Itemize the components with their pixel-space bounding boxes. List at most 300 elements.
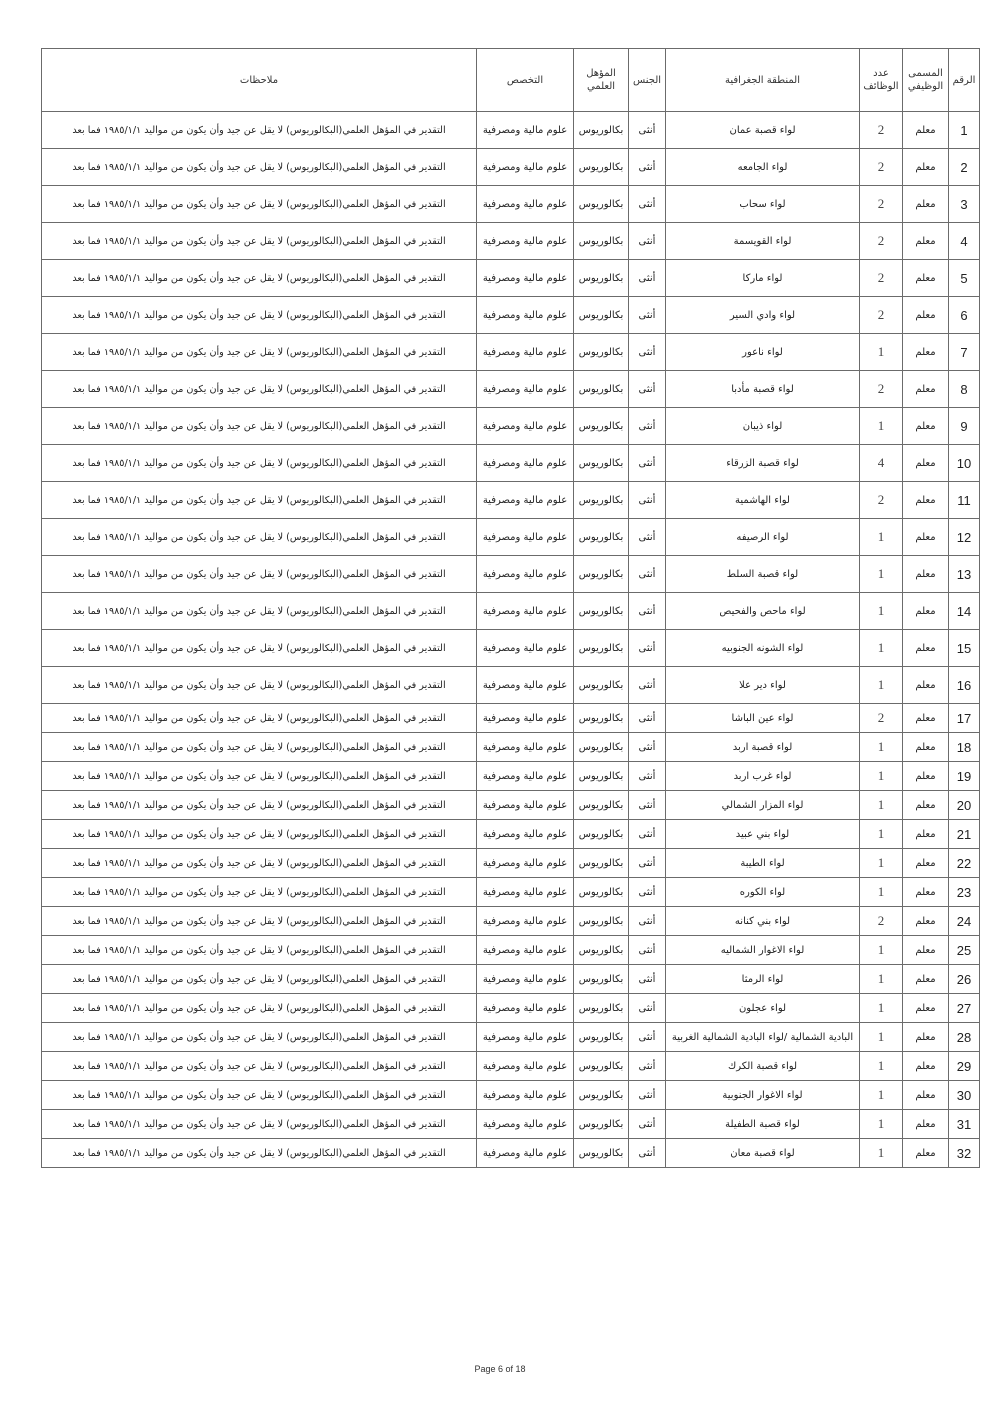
notes-cell: التقدير في المؤهل العلمي(البكالوريوس) لا يقل عن جيد وأن يكون من مواليد ١٩٨٥/١/١ فما بعد [42, 994, 477, 1023]
qualification-cell: بكالوريوس [574, 1081, 629, 1110]
job-title-cell: معلم [903, 667, 949, 704]
region-cell: لواء قصبة الكرك [666, 1052, 860, 1081]
region-cell: لواء قصبة عمان [666, 112, 860, 149]
gender-cell: أنثى [629, 849, 666, 878]
job-title-cell: معلم [903, 733, 949, 762]
job-title-cell: معلم [903, 762, 949, 791]
gender-cell: أنثى [629, 482, 666, 519]
region-cell: لواء الشونه الجنوبيه [666, 630, 860, 667]
row-number: 30 [949, 1081, 980, 1110]
row-number: 6 [949, 297, 980, 334]
job-title-cell: معلم [903, 371, 949, 408]
job-title-cell: معلم [903, 297, 949, 334]
table-row [42, 297, 980, 334]
region-cell: لواء ماحص والفحيص [666, 593, 860, 630]
qualification-cell: بكالوريوس [574, 445, 629, 482]
row-number: 3 [949, 186, 980, 223]
page-number: Page 6 of 18 [474, 1364, 526, 1374]
header-notes: ملاحظات [42, 49, 477, 112]
notes-cell: التقدير في المؤهل العلمي(البكالوريوس) لا يقل عن جيد وأن يكون من مواليد ١٩٨٥/١/١ فما بعد [42, 297, 477, 334]
gender-cell: أنثى [629, 1023, 666, 1052]
gender-cell: أنثى [629, 733, 666, 762]
job-count-cell: 1 [860, 1139, 903, 1168]
job-count-cell: 1 [860, 936, 903, 965]
qualification-cell: بكالوريوس [574, 849, 629, 878]
row-number: 12 [949, 519, 980, 556]
job-count-cell: 1 [860, 965, 903, 994]
row-number: 27 [949, 994, 980, 1023]
table-row [42, 1139, 980, 1168]
gender-cell: أنثى [629, 371, 666, 408]
region-cell: لواء دير علا [666, 667, 860, 704]
job-title-cell: معلم [903, 936, 949, 965]
notes-cell: التقدير في المؤهل العلمي(البكالوريوس) لا يقل عن جيد وأن يكون من مواليد ١٩٨٥/١/١ فما بعد [42, 1081, 477, 1110]
region-cell: لواء الاغوار الجنوبية [666, 1081, 860, 1110]
job-title-cell: معلم [903, 630, 949, 667]
specialty-cell: علوم مالية ومصرفية [477, 223, 574, 260]
job-title-cell: معلم [903, 445, 949, 482]
table-row [42, 223, 980, 260]
row-number: 9 [949, 408, 980, 445]
table-header-row [42, 49, 980, 112]
table-body [42, 112, 980, 1168]
job-title-cell: معلم [903, 907, 949, 936]
row-number: 7 [949, 334, 980, 371]
qualification-cell: بكالوريوس [574, 878, 629, 907]
notes-cell: التقدير في المؤهل العلمي(البكالوريوس) لا يقل عن جيد وأن يكون من مواليد ١٩٨٥/١/١ فما بعد [42, 112, 477, 149]
notes-cell: التقدير في المؤهل العلمي(البكالوريوس) لا يقل عن جيد وأن يكون من مواليد ١٩٨٥/١/١ فما بعد [42, 593, 477, 630]
region-cell: لواء قصبة اربد [666, 733, 860, 762]
gender-cell: أنثى [629, 112, 666, 149]
specialty-cell: علوم مالية ومصرفية [477, 297, 574, 334]
specialty-cell: علوم مالية ومصرفية [477, 482, 574, 519]
notes-cell: التقدير في المؤهل العلمي(البكالوريوس) لا يقل عن جيد وأن يكون من مواليد ١٩٨٥/١/١ فما بعد [42, 334, 477, 371]
header-num: الرقم [949, 49, 980, 112]
table-row [42, 186, 980, 223]
job-count-cell: 1 [860, 733, 903, 762]
specialty-cell: علوم مالية ومصرفية [477, 260, 574, 297]
specialty-cell: علوم مالية ومصرفية [477, 556, 574, 593]
table-row [42, 1081, 980, 1110]
job-title-cell: معلم [903, 408, 949, 445]
specialty-cell: علوم مالية ومصرفية [477, 965, 574, 994]
table-row [42, 907, 980, 936]
row-number: 24 [949, 907, 980, 936]
job-count-cell: 2 [860, 223, 903, 260]
header-qualification: المؤهل العلمي [574, 49, 629, 112]
row-number: 19 [949, 762, 980, 791]
specialty-cell: علوم مالية ومصرفية [477, 907, 574, 936]
specialty-cell: علوم مالية ومصرفية [477, 849, 574, 878]
qualification-cell: بكالوريوس [574, 482, 629, 519]
region-cell: لواء قصبة مأدبا [666, 371, 860, 408]
header-job-title: المسمى الوظيفي [903, 49, 949, 112]
qualification-cell: بكالوريوس [574, 371, 629, 408]
qualification-cell: بكالوريوس [574, 186, 629, 223]
specialty-cell: علوم مالية ومصرفية [477, 1081, 574, 1110]
notes-cell: التقدير في المؤهل العلمي(البكالوريوس) لا يقل عن جيد وأن يكون من مواليد ١٩٨٥/١/١ فما بعد [42, 733, 477, 762]
row-number: 31 [949, 1110, 980, 1139]
notes-cell: التقدير في المؤهل العلمي(البكالوريوس) لا يقل عن جيد وأن يكون من مواليد ١٩٨٥/١/١ فما بعد [42, 1023, 477, 1052]
qualification-cell: بكالوريوس [574, 334, 629, 371]
table-row [42, 593, 980, 630]
job-count-cell: 2 [860, 482, 903, 519]
job-count-cell: 1 [860, 820, 903, 849]
job-count-cell: 4 [860, 445, 903, 482]
job-count-cell: 1 [860, 878, 903, 907]
job-count-cell: 1 [860, 334, 903, 371]
header-region: المنطقة الجغرافية [666, 49, 860, 112]
row-number: 16 [949, 667, 980, 704]
job-title-cell: معلم [903, 260, 949, 297]
notes-cell: التقدير في المؤهل العلمي(البكالوريوس) لا يقل عن جيد وأن يكون من مواليد ١٩٨٥/١/١ فما بعد [42, 186, 477, 223]
notes-cell: التقدير في المؤهل العلمي(البكالوريوس) لا يقل عن جيد وأن يكون من مواليد ١٩٨٥/١/١ فما بعد [42, 820, 477, 849]
specialty-cell: علوم مالية ومصرفية [477, 1110, 574, 1139]
notes-cell: التقدير في المؤهل العلمي(البكالوريوس) لا يقل عن جيد وأن يكون من مواليد ١٩٨٥/١/١ فما بعد [42, 149, 477, 186]
specialty-cell: علوم مالية ومصرفية [477, 878, 574, 907]
job-count-cell: 1 [860, 408, 903, 445]
gender-cell: أنثى [629, 149, 666, 186]
qualification-cell: بكالوريوس [574, 593, 629, 630]
job-count-cell: 1 [860, 849, 903, 878]
notes-cell: التقدير في المؤهل العلمي(البكالوريوس) لا يقل عن جيد وأن يكون من مواليد ١٩٨٥/١/١ فما بعد [42, 1139, 477, 1168]
specialty-cell: علوم مالية ومصرفية [477, 1023, 574, 1052]
region-cell: لواء غرب اربد [666, 762, 860, 791]
notes-cell: التقدير في المؤهل العلمي(البكالوريوس) لا يقل عن جيد وأن يكون من مواليد ١٩٨٥/١/١ فما بعد [42, 936, 477, 965]
job-title-cell: معلم [903, 791, 949, 820]
job-title-cell: معلم [903, 820, 949, 849]
specialty-cell: علوم مالية ومصرفية [477, 704, 574, 733]
region-cell: لواء ذيبان [666, 408, 860, 445]
region-cell: لواء وادي السير [666, 297, 860, 334]
table-row [42, 733, 980, 762]
table-row [42, 260, 980, 297]
notes-cell: التقدير في المؤهل العلمي(البكالوريوس) لا يقل عن جيد وأن يكون من مواليد ١٩٨٥/١/١ فما بعد [42, 519, 477, 556]
table-row [42, 1110, 980, 1139]
region-cell: لواء قصبة معان [666, 1139, 860, 1168]
job-title-cell: معلم [903, 704, 949, 733]
gender-cell: أنثى [629, 791, 666, 820]
table-row [42, 791, 980, 820]
specialty-cell: علوم مالية ومصرفية [477, 186, 574, 223]
qualification-cell: بكالوريوس [574, 1023, 629, 1052]
job-count-cell: 1 [860, 762, 903, 791]
job-count-cell: 1 [860, 791, 903, 820]
specialty-cell: علوم مالية ومصرفية [477, 334, 574, 371]
row-number: 11 [949, 482, 980, 519]
notes-cell: التقدير في المؤهل العلمي(البكالوريوس) لا يقل عن جيد وأن يكون من مواليد ١٩٨٥/١/١ فما بعد [42, 223, 477, 260]
job-count-cell: 2 [860, 371, 903, 408]
gender-cell: أنثى [629, 297, 666, 334]
table-row [42, 994, 980, 1023]
qualification-cell: بكالوريوس [574, 223, 629, 260]
qualification-cell: بكالوريوس [574, 1052, 629, 1081]
row-number: 13 [949, 556, 980, 593]
header-specialty: التخصص [477, 49, 574, 112]
row-number: 23 [949, 878, 980, 907]
gender-cell: أنثى [629, 878, 666, 907]
job-title-cell: معلم [903, 994, 949, 1023]
gender-cell: أنثى [629, 334, 666, 371]
specialty-cell: علوم مالية ومصرفية [477, 593, 574, 630]
table-row [42, 762, 980, 791]
table-row [42, 371, 980, 408]
qualification-cell: بكالوريوس [574, 667, 629, 704]
qualification-cell: بكالوريوس [574, 907, 629, 936]
table-row [42, 1023, 980, 1052]
notes-cell: التقدير في المؤهل العلمي(البكالوريوس) لا يقل عن جيد وأن يكون من مواليد ١٩٨٥/١/١ فما بعد [42, 704, 477, 733]
qualification-cell: بكالوريوس [574, 791, 629, 820]
job-title-cell: معلم [903, 965, 949, 994]
specialty-cell: علوم مالية ومصرفية [477, 791, 574, 820]
gender-cell: أنثى [629, 820, 666, 849]
notes-cell: التقدير في المؤهل العلمي(البكالوريوس) لا يقل عن جيد وأن يكون من مواليد ١٩٨٥/١/١ فما بعد [42, 408, 477, 445]
qualification-cell: بكالوريوس [574, 112, 629, 149]
specialty-cell: علوم مالية ومصرفية [477, 762, 574, 791]
gender-cell: أنثى [629, 630, 666, 667]
job-count-cell: 1 [860, 667, 903, 704]
row-number: 21 [949, 820, 980, 849]
gender-cell: أنثى [629, 994, 666, 1023]
table-row [42, 849, 980, 878]
gender-cell: أنثى [629, 936, 666, 965]
job-title-cell: معلم [903, 112, 949, 149]
job-title-cell: معلم [903, 186, 949, 223]
notes-cell: التقدير في المؤهل العلمي(البكالوريوس) لا يقل عن جيد وأن يكون من مواليد ١٩٨٥/١/١ فما بعد [42, 878, 477, 907]
gender-cell: أنثى [629, 907, 666, 936]
region-cell: لواء عين الباشا [666, 704, 860, 733]
qualification-cell: بكالوريوس [574, 733, 629, 762]
gender-cell: أنثى [629, 445, 666, 482]
gender-cell: أنثى [629, 408, 666, 445]
region-cell: لواء ماركا [666, 260, 860, 297]
table-row [42, 334, 980, 371]
job-count-cell: 1 [860, 1052, 903, 1081]
row-number: 29 [949, 1052, 980, 1081]
notes-cell: التقدير في المؤهل العلمي(البكالوريوس) لا يقل عن جيد وأن يكون من مواليد ١٩٨٥/١/١ فما بعد [42, 907, 477, 936]
row-number: 28 [949, 1023, 980, 1052]
table-row [42, 878, 980, 907]
job-count-cell: 1 [860, 1110, 903, 1139]
gender-cell: أنثى [629, 704, 666, 733]
region-cell: لواء سحاب [666, 186, 860, 223]
row-number: 26 [949, 965, 980, 994]
qualification-cell: بكالوريوس [574, 820, 629, 849]
gender-cell: أنثى [629, 965, 666, 994]
region-cell: لواء الرصيفه [666, 519, 860, 556]
row-number: 15 [949, 630, 980, 667]
job-count-cell: 1 [860, 519, 903, 556]
region-cell: لواء عجلون [666, 994, 860, 1023]
qualification-cell: بكالوريوس [574, 556, 629, 593]
table-row [42, 556, 980, 593]
job-count-cell: 1 [860, 630, 903, 667]
specialty-cell: علوم مالية ومصرفية [477, 936, 574, 965]
gender-cell: أنثى [629, 1139, 666, 1168]
region-cell: لواء قصبة السلط [666, 556, 860, 593]
specialty-cell: علوم مالية ومصرفية [477, 820, 574, 849]
job-title-cell: معلم [903, 1139, 949, 1168]
table-row [42, 630, 980, 667]
notes-cell: التقدير في المؤهل العلمي(البكالوريوس) لا يقل عن جيد وأن يكون من مواليد ١٩٨٥/١/١ فما بعد [42, 556, 477, 593]
qualification-cell: بكالوريوس [574, 936, 629, 965]
region-cell: لواء قصبة الزرقاء [666, 445, 860, 482]
table-row [42, 408, 980, 445]
header-gender: الجنس [629, 49, 666, 112]
table-row [42, 482, 980, 519]
job-title-cell: معلم [903, 849, 949, 878]
table-row [42, 519, 980, 556]
qualification-cell: بكالوريوس [574, 297, 629, 334]
specialty-cell: علوم مالية ومصرفية [477, 408, 574, 445]
specialty-cell: علوم مالية ومصرفية [477, 994, 574, 1023]
job-count-cell: 2 [860, 186, 903, 223]
specialty-cell: علوم مالية ومصرفية [477, 1052, 574, 1081]
notes-cell: التقدير في المؤهل العلمي(البكالوريوس) لا يقل عن جيد وأن يكون من مواليد ١٩٨٥/١/١ فما بعد [42, 630, 477, 667]
gender-cell: أنثى [629, 556, 666, 593]
region-cell: لواء الاغوار الشماليه [666, 936, 860, 965]
job-title-cell: معلم [903, 482, 949, 519]
notes-cell: التقدير في المؤهل العلمي(البكالوريوس) لا يقل عن جيد وأن يكون من مواليد ١٩٨٥/١/١ فما بعد [42, 1110, 477, 1139]
region-cell: لواء ناعور [666, 334, 860, 371]
gender-cell: أنثى [629, 593, 666, 630]
job-title-cell: معلم [903, 519, 949, 556]
job-count-cell: 2 [860, 260, 903, 297]
gender-cell: أنثى [629, 260, 666, 297]
row-number: 10 [949, 445, 980, 482]
jobs-table-container [41, 48, 979, 1168]
region-cell: لواء بني كنانه [666, 907, 860, 936]
gender-cell: أنثى [629, 667, 666, 704]
region-cell: لواء الرمثا [666, 965, 860, 994]
region-cell: لواء الجامعه [666, 149, 860, 186]
qualification-cell: بكالوريوس [574, 408, 629, 445]
job-title-cell: معلم [903, 556, 949, 593]
row-number: 4 [949, 223, 980, 260]
qualification-cell: بكالوريوس [574, 965, 629, 994]
specialty-cell: علوم مالية ومصرفية [477, 667, 574, 704]
row-number: 22 [949, 849, 980, 878]
qualification-cell: بكالوريوس [574, 519, 629, 556]
region-cell: لواء الطيبة [666, 849, 860, 878]
notes-cell: التقدير في المؤهل العلمي(البكالوريوس) لا يقل عن جيد وأن يكون من مواليد ١٩٨٥/١/١ فما بعد [42, 667, 477, 704]
qualification-cell: بكالوريوس [574, 1110, 629, 1139]
qualification-cell: بكالوريوس [574, 704, 629, 733]
jobs-table [41, 48, 980, 1168]
table-row [42, 1052, 980, 1081]
notes-cell: التقدير في المؤهل العلمي(البكالوريوس) لا يقل عن جيد وأن يكون من مواليد ١٩٨٥/١/١ فما بعد [42, 762, 477, 791]
qualification-cell: بكالوريوس [574, 1139, 629, 1168]
notes-cell: التقدير في المؤهل العلمي(البكالوريوس) لا يقل عن جيد وأن يكون من مواليد ١٩٨٥/١/١ فما بعد [42, 965, 477, 994]
table-row [42, 965, 980, 994]
specialty-cell: علوم مالية ومصرفية [477, 733, 574, 762]
gender-cell: أنثى [629, 1052, 666, 1081]
gender-cell: أنثى [629, 223, 666, 260]
specialty-cell: علوم مالية ومصرفية [477, 630, 574, 667]
row-number: 32 [949, 1139, 980, 1168]
notes-cell: التقدير في المؤهل العلمي(البكالوريوس) لا يقل عن جيد وأن يكون من مواليد ١٩٨٥/١/١ فما بعد [42, 849, 477, 878]
row-number: 5 [949, 260, 980, 297]
table-row [42, 445, 980, 482]
region-cell: لواء المزار الشمالي [666, 791, 860, 820]
region-cell: البادية الشمالية /لواء البادية الشمالية الغربية [666, 1023, 860, 1052]
notes-cell: التقدير في المؤهل العلمي(البكالوريوس) لا يقل عن جيد وأن يكون من مواليد ١٩٨٥/١/١ فما بعد [42, 371, 477, 408]
job-count-cell: 1 [860, 593, 903, 630]
job-count-cell: 2 [860, 112, 903, 149]
row-number: 18 [949, 733, 980, 762]
notes-cell: التقدير في المؤهل العلمي(البكالوريوس) لا يقل عن جيد وأن يكون من مواليد ١٩٨٥/١/١ فما بعد [42, 1052, 477, 1081]
notes-cell: التقدير في المؤهل العلمي(البكالوريوس) لا يقل عن جيد وأن يكون من مواليد ١٩٨٥/١/١ فما بعد [42, 482, 477, 519]
job-title-cell: معلم [903, 1081, 949, 1110]
job-count-cell: 1 [860, 994, 903, 1023]
job-count-cell: 2 [860, 704, 903, 733]
specialty-cell: علوم مالية ومصرفية [477, 149, 574, 186]
region-cell: لواء القويسمة [666, 223, 860, 260]
job-title-cell: معلم [903, 334, 949, 371]
specialty-cell: علوم مالية ومصرفية [477, 112, 574, 149]
row-number: 25 [949, 936, 980, 965]
row-number: 20 [949, 791, 980, 820]
table-row [42, 667, 980, 704]
region-cell: لواء بني عبيد [666, 820, 860, 849]
gender-cell: أنثى [629, 519, 666, 556]
notes-cell: التقدير في المؤهل العلمي(البكالوريوس) لا يقل عن جيد وأن يكون من مواليد ١٩٨٥/١/١ فما بعد [42, 260, 477, 297]
row-number: 17 [949, 704, 980, 733]
specialty-cell: علوم مالية ومصرفية [477, 371, 574, 408]
row-number: 8 [949, 371, 980, 408]
specialty-cell: علوم مالية ومصرفية [477, 1139, 574, 1168]
qualification-cell: بكالوريوس [574, 762, 629, 791]
gender-cell: أنثى [629, 1110, 666, 1139]
specialty-cell: علوم مالية ومصرفية [477, 519, 574, 556]
gender-cell: أنثى [629, 762, 666, 791]
specialty-cell: علوم مالية ومصرفية [477, 445, 574, 482]
notes-cell: التقدير في المؤهل العلمي(البكالوريوس) لا يقل عن جيد وأن يكون من مواليد ١٩٨٥/١/١ فما بعد [42, 791, 477, 820]
job-count-cell: 2 [860, 149, 903, 186]
region-cell: لواء الكوره [666, 878, 860, 907]
table-row [42, 112, 980, 149]
row-number: 2 [949, 149, 980, 186]
table-row [42, 820, 980, 849]
row-number: 1 [949, 112, 980, 149]
job-title-cell: معلم [903, 1110, 949, 1139]
notes-cell: التقدير في المؤهل العلمي(البكالوريوس) لا يقل عن جيد وأن يكون من مواليد ١٩٨٥/١/١ فما بعد [42, 445, 477, 482]
qualification-cell: بكالوريوس [574, 630, 629, 667]
gender-cell: أنثى [629, 186, 666, 223]
job-count-cell: 1 [860, 1023, 903, 1052]
qualification-cell: بكالوريوس [574, 149, 629, 186]
job-title-cell: معلم [903, 593, 949, 630]
qualification-cell: بكالوريوس [574, 260, 629, 297]
header-job-count: عدد الوظائف [860, 49, 903, 112]
job-title-cell: معلم [903, 878, 949, 907]
job-count-cell: 2 [860, 907, 903, 936]
job-title-cell: معلم [903, 1052, 949, 1081]
table-row [42, 149, 980, 186]
job-title-cell: معلم [903, 223, 949, 260]
row-number: 14 [949, 593, 980, 630]
job-title-cell: معلم [903, 1023, 949, 1052]
qualification-cell: بكالوريوس [574, 994, 629, 1023]
region-cell: لواء قصبة الطفيلة [666, 1110, 860, 1139]
table-row [42, 704, 980, 733]
job-count-cell: 1 [860, 1081, 903, 1110]
job-title-cell: معلم [903, 149, 949, 186]
table-row [42, 936, 980, 965]
gender-cell: أنثى [629, 1081, 666, 1110]
job-count-cell: 2 [860, 297, 903, 334]
job-count-cell: 1 [860, 556, 903, 593]
